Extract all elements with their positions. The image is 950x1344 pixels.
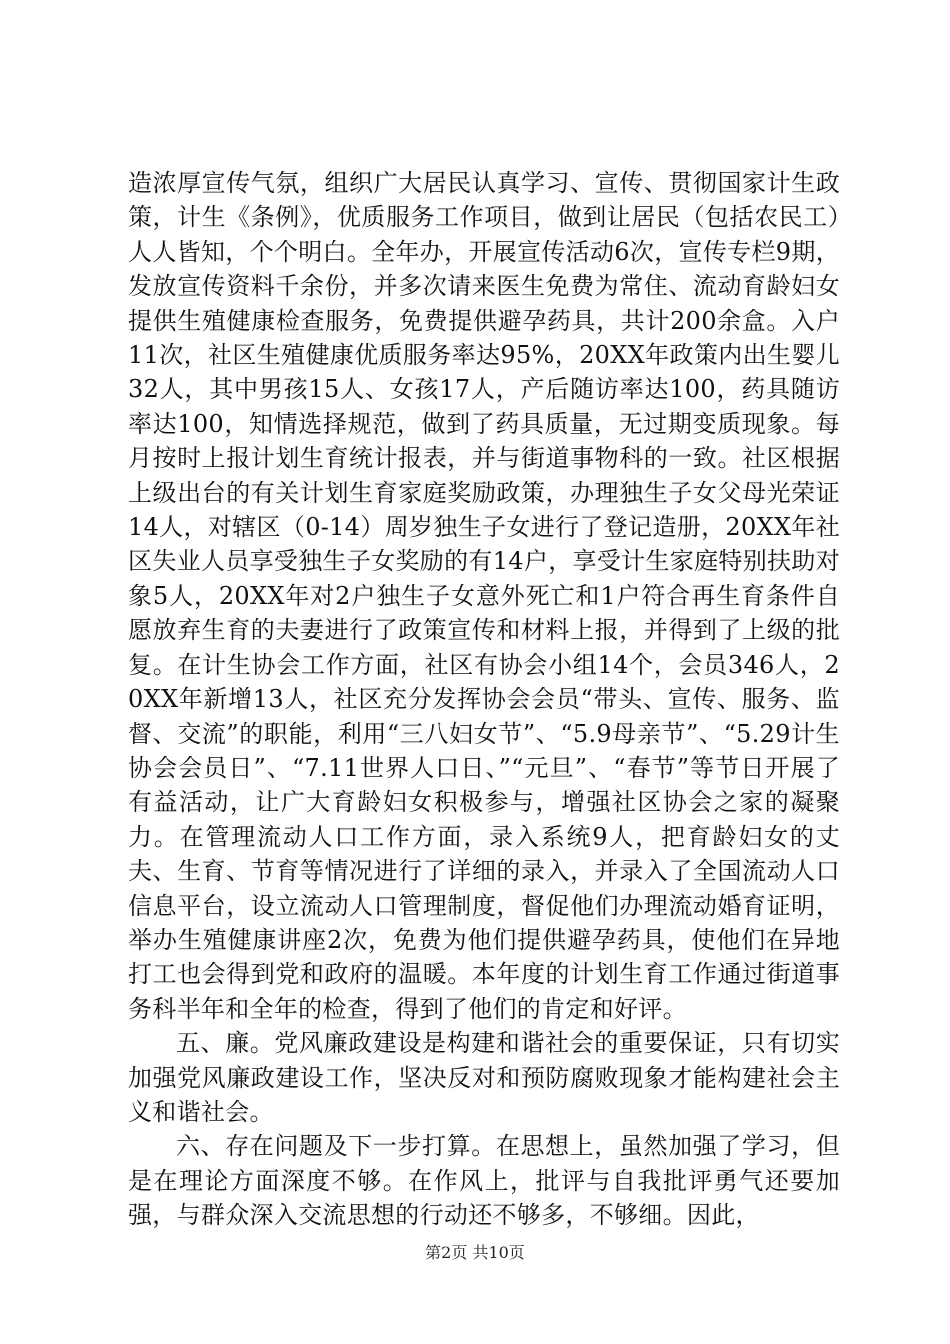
page-footer: 第2页 共10页 <box>425 1243 525 1262</box>
paragraph-integrity: 五、廉。党风廉政建设是构建和谐社会的重要保证，只有切实加强党风廉政建设工作，坚决反对和预防腐败现象才能构建社会主义和谐社会。 <box>128 1029 840 1126</box>
document-body <box>128 166 840 1233</box>
paragraph-family-planning: 造浓厚宣传气氛，组织广大居民认真学习、宣传、贯彻国家计生政策，计生《条例》，优质服务工作项目，做到让居民（包括农民工）人人皆知，个个明白。全年办，开展宣传活动6次，宣传专栏9期，发放宣传资料千余份，并多次请来医生免费为常住、流动育龄妇女提供生殖健康检查服务，免费提供避孕药具，共计200余盒。入户11次，社区生殖健康优质服务率达95%，20XX年政策内出生婴儿32人，其中男孩15人、女孩17人，产后随访率达100，药具随访率达100，知情选择规范，做到了药具质量，无过期变质现象。每月按时上报计划生育统计报表，并与街道事物科的一致。社区根据上级出台的有关计划生育家庭奖励政策，办理独生子女父母光荣证14人，对辖区（0-14）周岁独生子女进行了登记造册，20XX年社区失业人员享受独生子女奖励的有14户，享受计生家庭特别扶助对象5人，20XX年对2户独生子女意外死亡和1户符合再生育条件自愿放弃生育的夫妻进行了政策宣传和材料上报，并得到了上级的批复。在计生协会工作方面，社区有协会小组14个，会员346人，20XX年新增13人，社区充分发挥协会会员“带头、宣传、服务、监督、交流”的职能，利用“三八妇女节”、“5.9母亲节”、“5.29计生协会会员日”、“7.11世界人口日、”“元旦”、“春节”等节日开展了有益活动，让广大育龄妇女积极参与，增强社区协会之家的凝聚力。在管理流动人口工作方面，录入系统9人，把育龄妇女的丈夫、生育、节育等情况进行了详细的录入，并录入了全国流动人口信息平台，设立流动人口管理制度，督促他们办理流动婚育证明，举办生殖健康讲座2次，免费为他们提供避孕药具，使他们在异地打工也会得到党和政府的温暖。本年度的计划生育工作通过街道事务科半年和全年的检查，得到了他们的肯定和好评。 <box>128 169 840 1023</box>
paragraph-problems-plans: 六、存在问题及下一步打算。在思想上，虽然加强了学习，但是在理论方面深度不够。在作风上，批评与自我批评勇气还要加强，与群众深入交流思想的行动还不够多，不够细。因此， <box>128 1132 840 1230</box>
